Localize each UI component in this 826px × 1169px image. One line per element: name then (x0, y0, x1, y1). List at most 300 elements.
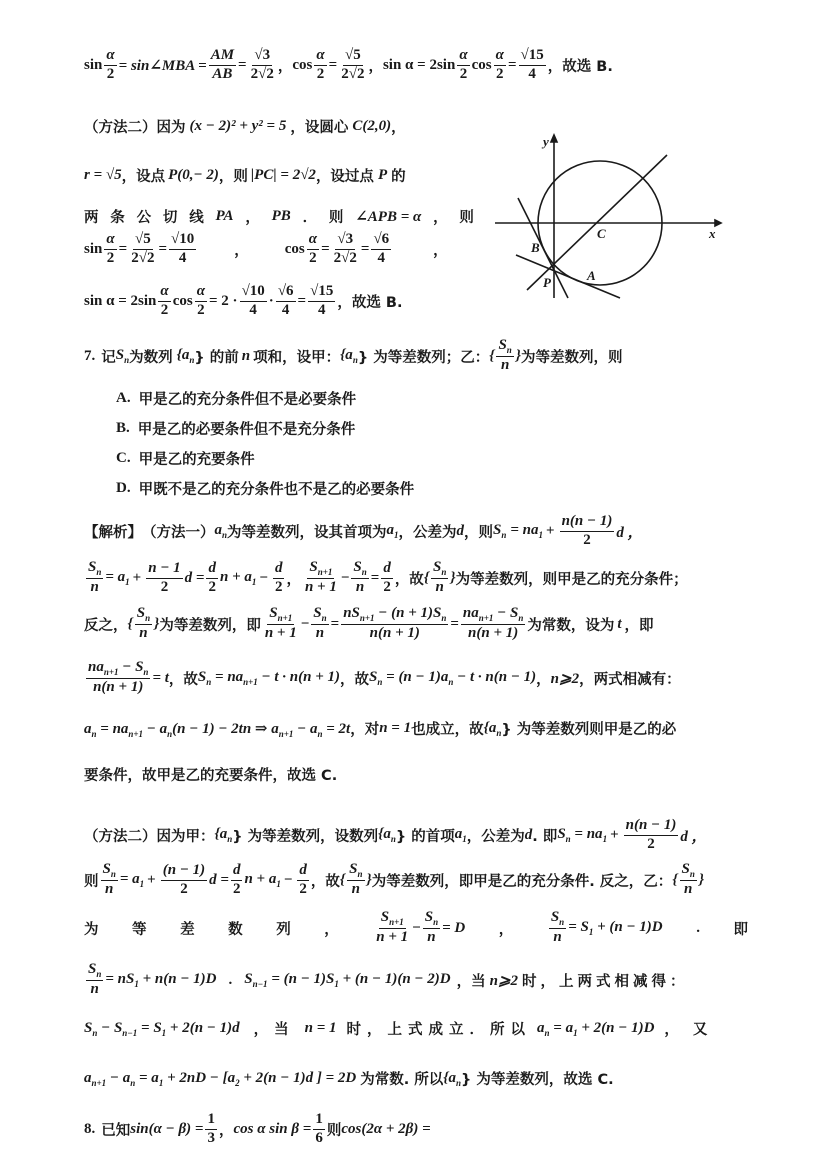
frac-den: 4 (281, 301, 290, 318)
char: 公 (136, 210, 152, 226)
radius-eq: r = √5 (84, 167, 122, 183)
frac-num: α (457, 48, 469, 66)
frac-num: √3 (335, 232, 355, 250)
comma: ， (245, 210, 260, 226)
frac-num: $S_n$ (347, 862, 364, 881)
t: S (84, 1019, 93, 1036)
t: a (84, 1069, 92, 1086)
frac-num: d (273, 561, 285, 579)
frac-num: α (307, 232, 319, 250)
frac-den: 4 (178, 249, 187, 266)
frac-n-n-1-over-2 (560, 514, 615, 549)
frac-num: $S_n$ (431, 560, 448, 579)
frac-den: 2 (106, 65, 115, 82)
frac-den: n (553, 929, 562, 946)
t: + n(n − 1)D (142, 971, 217, 988)
t: − (n + 1)S (378, 605, 442, 621)
option-b[interactable] (116, 418, 355, 439)
text: 为等差数列，则 (521, 349, 623, 366)
label-p: P (543, 275, 551, 290)
brace: { (127, 615, 133, 632)
analysis-line-2 (84, 560, 688, 596)
eq-d: = D (442, 919, 466, 936)
frac-num: $S_n$ (311, 606, 328, 625)
frac-sn-over-n (347, 862, 364, 898)
t: a (537, 1019, 545, 1036)
frac-sqrt5 (339, 48, 366, 83)
frac-d-over-2 (273, 561, 285, 596)
option-letter: D. (116, 480, 131, 496)
frac-num: (n − 1) (161, 863, 207, 881)
frac-d-over-2 (381, 561, 393, 596)
question-8-stem (84, 1112, 431, 1147)
text: 为等差数列，设其首项为 (227, 524, 387, 541)
frac-sn-over-n (549, 910, 566, 946)
text: ，公差为 (466, 828, 525, 845)
t: − S (122, 659, 144, 675)
y-axis-arrow-icon (551, 135, 557, 142)
sub-n: n (352, 355, 358, 366)
a: a (214, 522, 222, 539)
frac-den: 3 (207, 1129, 215, 1146)
frac-num: $S_n$ (423, 910, 440, 929)
difference: $S_n - S_{n-1} = S_1 + 2(n - 1)d$ (84, 1019, 240, 1038)
eq-a1: = $a_1$ (119, 871, 145, 890)
frac-1-over-6 (313, 1112, 325, 1147)
frac-num: α (158, 284, 170, 302)
eq-na1: = $na_1$ (510, 522, 544, 541)
frac-num: √5 (133, 232, 153, 250)
frac-d-over-2 (206, 561, 218, 596)
cos-text: cos (471, 56, 492, 73)
circle-equation: (x − 2)² + y² = 5 (189, 118, 287, 134)
t: nS (343, 605, 360, 621)
brace: { (489, 347, 495, 364)
cos-text: cos (284, 240, 305, 257)
minus: − (340, 569, 350, 586)
question-7-stem (84, 338, 623, 374)
frac-den: 2 (496, 65, 504, 82)
t: − a (146, 720, 168, 737)
frac-sqrt15 (519, 48, 546, 83)
t: = na (100, 720, 129, 737)
frac-num: $S_n$ (680, 862, 697, 881)
frac-den: n (435, 579, 444, 596)
eq-sign: = (158, 240, 168, 257)
d-eq: d = (184, 569, 205, 586)
frac-sn1-over-n1 (374, 910, 410, 946)
label-x: x (709, 226, 716, 241)
text: ，故 (310, 873, 340, 890)
frac-num: α (104, 48, 116, 66)
frac-alpha-over-2 (104, 48, 116, 83)
t: na (462, 605, 479, 621)
text: 为数列 (129, 349, 173, 366)
n-plus-a1: $n + a_1$ (219, 569, 257, 588)
frac-num: $S_{n+1}$ (267, 606, 294, 625)
an-formula: $a_n = a_1 + 2(n - 1)D$ (537, 1019, 655, 1038)
frac-num: n(n − 1) (624, 818, 679, 836)
frac-den: 2 (274, 578, 283, 595)
sn-over-n-eq (547, 910, 663, 946)
frac-num: √6 (276, 284, 296, 302)
brace: { (672, 871, 678, 888)
radius-line (84, 165, 474, 186)
label-b: B (531, 240, 540, 255)
sn-symbol: $S_n$ (493, 522, 507, 541)
frac-den: n (90, 981, 99, 998)
char: 两 (84, 210, 99, 226)
t: na (88, 659, 104, 675)
condition: n⩾2 (489, 972, 519, 989)
frac-sn-over-n (351, 560, 368, 596)
eq-sign: = (118, 240, 128, 257)
option-text: 甲是乙的必要条件但不是充分条件 (137, 422, 356, 438)
brace: } (154, 615, 160, 632)
cos-text: cos (292, 56, 313, 73)
method2-intro-line (84, 116, 406, 137)
frac-den: n (139, 625, 148, 642)
text: } 为等差数列，设数列 (232, 828, 379, 845)
frac-num: $nS_{n+1} - (n + 1)S_n$ (341, 606, 448, 625)
pc-length: |PC| = 2√2 (250, 167, 316, 183)
s: S (115, 347, 125, 364)
option-text: 甲是乙的充分条件但不是必要条件 (138, 392, 357, 408)
t: = S (568, 919, 589, 936)
frac-sqrt6 (276, 284, 296, 319)
frac-sn-over-n (135, 606, 152, 642)
frac-num: √15 (519, 48, 546, 66)
text: ，设点 (121, 169, 166, 185)
frac-sqrt3 (332, 232, 359, 267)
frac-alpha-over-2 (314, 48, 326, 83)
answer-text: ，故选 B. (337, 294, 403, 311)
period: . (228, 971, 233, 988)
frac-num: $na_{n+1} - S_n$ (86, 660, 150, 679)
d-eq: d = (209, 871, 229, 888)
s: S (498, 337, 507, 353)
eq-text: = 2 · (209, 292, 238, 309)
frac-sqrt10 (240, 284, 267, 319)
n-eq-1: n = 1 (304, 1020, 337, 1036)
t-var: t (617, 615, 622, 632)
sin-diff: sin(α − β) = (130, 1120, 204, 1137)
eq-sign: = (297, 292, 307, 309)
text: } 为等差数列；乙： (357, 349, 490, 366)
text: 时，上两式相减得： (522, 973, 689, 990)
frac-den: 2√2 (250, 65, 274, 82)
question-number: 8. (84, 1120, 96, 1137)
method2b-line-5 (84, 1018, 721, 1039)
frac-den: 2 (459, 65, 468, 82)
frac-den: n + 1 (264, 625, 297, 642)
frac-num: √6 (371, 232, 391, 250)
frac-den: n (90, 579, 99, 596)
text: 为常数. 所以 (360, 1072, 444, 1088)
text: ，两式相减有： (579, 671, 681, 688)
frac-sqrt3 (249, 48, 276, 83)
method-label: （方法二）因为 (84, 120, 186, 136)
comma: ， (433, 242, 448, 259)
text: } 为等差数列，故选 C. (461, 1072, 614, 1088)
cos-sum: cos(2α + 2β) = (341, 1120, 431, 1137)
text: 记 (101, 349, 116, 366)
frac-den: n (427, 929, 436, 946)
text: ，故 (394, 571, 424, 588)
frac-num: $S_n$ (549, 910, 566, 929)
analysis-line-1 (84, 514, 643, 549)
text: ，对 (350, 722, 380, 738)
t: = (n − 1)S (271, 971, 335, 988)
analysis-line-4 (84, 660, 681, 696)
sequence-an: {$a_n$ (483, 719, 502, 738)
frac-den: 4 (317, 301, 326, 318)
plus: + (147, 871, 156, 888)
label-a: A (587, 268, 596, 283)
frac-1-over-3 (205, 1112, 217, 1147)
frac-den: 2 (106, 249, 115, 266)
frac-den: 2 (316, 65, 325, 82)
frac-sqrt10 (169, 232, 196, 267)
text: 为等差数列，即甲是乙的充分条件. 反之，乙： (371, 873, 673, 890)
comma: ， (433, 210, 448, 226)
frac-num: √10 (240, 284, 267, 302)
circle-tangent-figure (485, 130, 725, 300)
t: {a (483, 719, 497, 736)
text: 为常数，设为 (527, 617, 615, 634)
text: ，即 (624, 617, 654, 634)
frac-d-over-2 (297, 863, 309, 898)
d-var: d (456, 522, 465, 539)
frac-sn-over-n (431, 560, 448, 596)
frac-den: AB (212, 65, 233, 82)
frac-den: n + 1 (304, 579, 337, 596)
t: + 2(n − 1)d ] = 2D (243, 1069, 357, 1086)
t: = a (553, 1019, 574, 1036)
frac-den: n (500, 357, 510, 374)
frac-num: n(n − 1) (560, 514, 615, 532)
angle-eq: = sin∠MBA = (118, 57, 207, 74)
line-pa: PA (215, 208, 234, 224)
sin-alpha-text: sin α = 2sin (382, 56, 456, 73)
text: 则 (459, 210, 474, 226)
point-p: P(0,− 2) (168, 167, 219, 183)
n-var: n (241, 347, 251, 364)
frac-den: 2√2 (341, 65, 365, 82)
d-var: d (524, 826, 533, 843)
eq: = $S_1 + (n - 1)D$ (568, 919, 663, 938)
analysis-line-5 (84, 718, 676, 739)
an-symbol: $a_n$ (214, 522, 228, 541)
frac-den: 6 (315, 1129, 323, 1146)
answer-text: ，故选 B. (547, 58, 613, 75)
eq-sign: = (328, 56, 338, 73)
period: . (696, 919, 700, 936)
char: 切 (162, 210, 178, 226)
char: 列 (276, 921, 291, 938)
a1-symbol: $a_1$ (386, 522, 399, 541)
method2b-line-1 (84, 818, 707, 853)
minus: − (259, 569, 268, 586)
text: 为等差数列，即 (159, 617, 261, 634)
eq-t: = t (152, 669, 169, 686)
t: + 2(n − 1)D (581, 1019, 655, 1036)
eq-sign: = (507, 56, 517, 73)
comma: ， (218, 1122, 234, 1139)
frac-alpha-over-2 (158, 284, 170, 319)
difference: $a_{n+1} - a_n = a_1 + 2nD - [a_2 + 2(n - 1)d$ ] = 2D (84, 1069, 357, 1088)
text: （方法二）因为甲： (84, 828, 215, 845)
frac-alpha-over-2 (104, 232, 116, 267)
label-c: C (597, 226, 606, 241)
t: + 2nD − [a (167, 1069, 236, 1086)
method2b-line-4 (84, 962, 689, 998)
option-letter: B. (116, 420, 130, 436)
frac-num: $S_n$ (135, 606, 152, 625)
t: = nS (105, 971, 135, 988)
tangent-pa (516, 255, 620, 298)
s: S (493, 522, 502, 539)
t: + 2(n − 1)d (169, 1019, 240, 1036)
frac-alpha-over-2 (307, 232, 319, 267)
option-a[interactable] (116, 388, 356, 409)
eq-sign: = (330, 615, 340, 632)
frac-den: n (105, 881, 114, 898)
frac-n-n-1-over-2 (624, 818, 679, 853)
frac-sn1-over-n1 (263, 606, 299, 642)
half-angle-line (84, 232, 474, 267)
label-y: y (543, 134, 549, 149)
plus: + (132, 569, 142, 586)
t: + (n − 1)D (597, 919, 663, 936)
char: 差 (180, 921, 195, 938)
eq: = na (510, 522, 539, 539)
t: − a (109, 1069, 131, 1086)
text: ，则 (218, 169, 248, 185)
frac-t-def (86, 660, 150, 696)
frac-num: α (494, 48, 506, 66)
option-text: 甲既不是乙的充分条件也不是乙的必要条件 (138, 482, 415, 498)
eq-sign: = (238, 56, 247, 73)
sin-text: sin (84, 56, 103, 73)
t: S (244, 971, 253, 988)
t: = (n − 1)a (386, 669, 449, 686)
text: } 的前 (194, 349, 239, 366)
plus: + (546, 522, 555, 539)
eq-sign: = (370, 569, 380, 586)
frac-num: √3 (252, 48, 272, 66)
sn-symbol (116, 347, 129, 365)
frac-sn1-over-n1 (303, 560, 339, 596)
frac-sqrt15 (308, 284, 335, 319)
frac-num: 1 (313, 1112, 325, 1130)
frac-den: 2 (647, 835, 655, 852)
text: ，故 (168, 671, 198, 688)
center-point: C(2,0) (352, 118, 392, 134)
line-pb: PB (271, 208, 291, 224)
option-letter: C. (116, 450, 131, 466)
frac-num: α (104, 232, 116, 250)
text: ，设过点 (315, 169, 374, 185)
text: ，设圆心 (290, 120, 349, 136)
eq-sign: = (450, 615, 459, 632)
difference-eq (372, 910, 465, 946)
frac-n-1-over-2 (161, 863, 207, 898)
t: − S (101, 1019, 123, 1036)
text: 为等差数列，则甲是乙的充分条件； (455, 571, 688, 588)
text: ，则 (464, 524, 494, 541)
frac-den: 2 (309, 249, 317, 266)
question-number: 7. (84, 347, 96, 364)
frac-num: $na_{n+1} - S_n$ (461, 606, 525, 625)
text: ，当 (456, 973, 486, 990)
sub-n: n (124, 355, 130, 366)
frac-sn-over-n (680, 862, 697, 898)
minus: − (283, 871, 293, 888)
frac-den: 2 (299, 880, 307, 897)
frac-simplified (461, 606, 525, 642)
text: 即 (733, 921, 748, 938)
sn-eq: $S_n = na_1$ (557, 826, 608, 845)
text: 则 (328, 210, 344, 226)
frac-num: $S_n$ (351, 560, 368, 579)
frac-num: d (231, 863, 243, 881)
analysis-tag: 【解析】 (84, 524, 142, 541)
frac-num: α (195, 284, 207, 302)
comma: ， (324, 921, 339, 938)
char: 条 (110, 210, 125, 226)
t: {a (378, 826, 391, 843)
frac-den: 2 (208, 578, 216, 595)
comma: ， (234, 242, 249, 259)
brace: { (423, 569, 430, 586)
method2b-line-2 (84, 862, 704, 898)
a: a (386, 522, 395, 539)
brace: } (366, 871, 372, 888)
char: 为 (84, 921, 99, 938)
brace: { (339, 871, 346, 888)
sub-n: n (189, 355, 195, 366)
frac-sn-over-n (86, 560, 103, 596)
analysis-line-3 (84, 606, 654, 642)
frac-alpha-over-2 (457, 48, 469, 83)
frac-sqrt6 (371, 232, 391, 267)
frac-den: n(n + 1) (93, 679, 144, 696)
t: = na (574, 826, 603, 843)
frac-am-ab (209, 48, 236, 83)
t: = na (215, 669, 244, 686)
frac-num: √10 (169, 232, 196, 250)
t: n + a (244, 871, 277, 888)
t: − t · n(n − 1) (457, 669, 537, 686)
t: − t · n(n + 1) (261, 669, 341, 686)
geometry-diagram-icon (485, 130, 725, 300)
tail: d ， (616, 524, 643, 541)
option-d[interactable] (116, 478, 414, 499)
frac-den: n (315, 625, 325, 642)
text: n + a (219, 569, 252, 586)
text: 的 (391, 169, 406, 185)
option-c[interactable] (116, 448, 255, 469)
an: {a (340, 347, 353, 364)
frac-den: 4 (249, 301, 257, 318)
char: 线 (189, 210, 204, 226)
minus: − (412, 919, 421, 936)
frac-sqrt5 (129, 232, 156, 267)
eq: = a (105, 569, 126, 586)
text: 则 (84, 873, 99, 890)
text: ，公差为 (398, 524, 457, 541)
